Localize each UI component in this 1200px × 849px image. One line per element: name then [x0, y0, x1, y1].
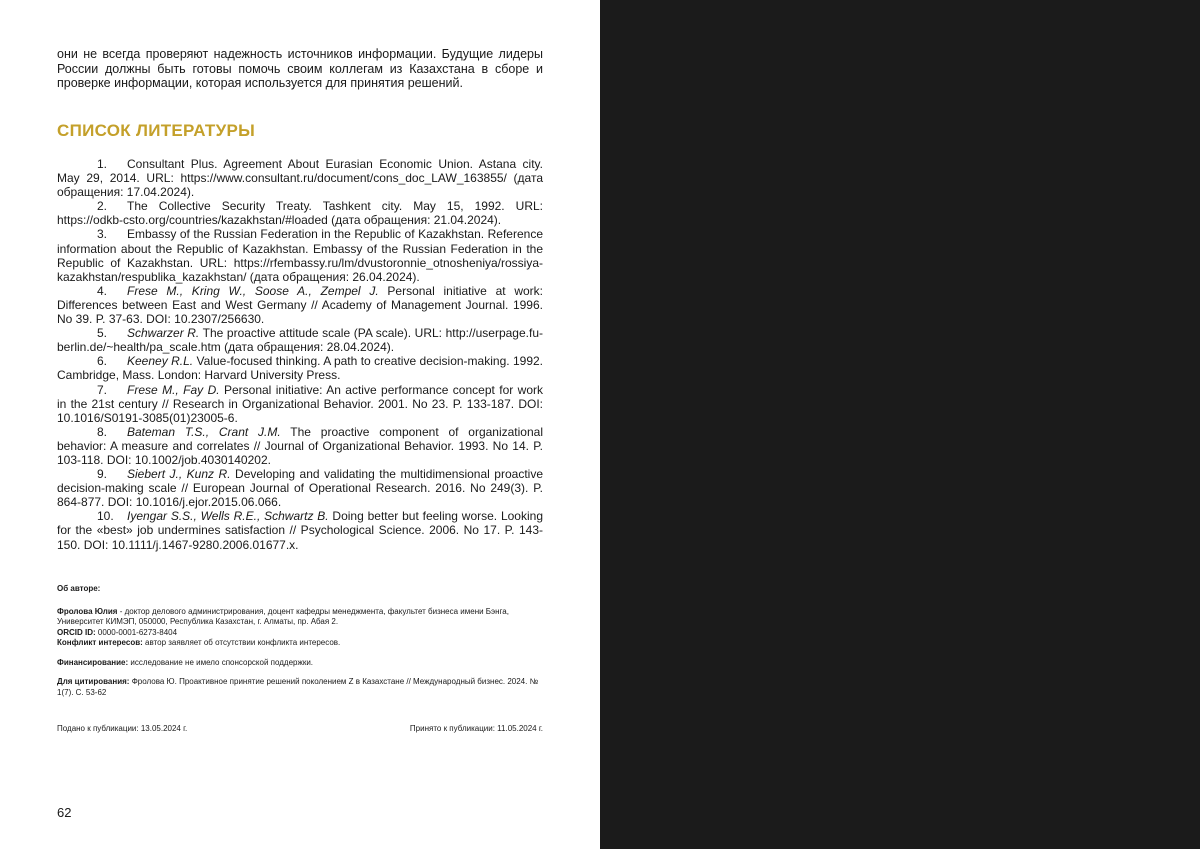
citation-value: Фролова Ю. Проактивное принятие решений поколением Z в Казахстане // Международный бизнес. 2024. № 1(7). С. 53-62: [57, 677, 538, 697]
conflict-value: автор заявляет об отсутствии конфликта интересов.: [143, 638, 340, 647]
reference-text: Personal initiative: An active performance concept for work in the 21st century // Research in Organizational Behavior. 2001. No 23. P. 133-187. DOI: 10.1016/S0191-3085(01)23005-6.: [57, 383, 543, 425]
reference-item: [57, 425, 543, 467]
references-list: [57, 157, 543, 552]
about-heading: Об авторе:: [57, 584, 100, 593]
reference-number: 8.: [97, 425, 127, 439]
reference-text: Developing and validating the multidimensional proactive decision-making scale // European Journal of Operational Research. 2016. No 249(3). P. 864-877. DOI: 10.1016/j.ejor.2015.06.066.: [57, 467, 543, 509]
accepted-date: Принято к публикации: 11.05.2024 г.: [410, 724, 543, 733]
page-number-left: 62: [57, 805, 71, 820]
conflict-line: [57, 638, 543, 649]
right-page: [600, 0, 1200, 849]
reference-number: 10.: [97, 509, 127, 523]
reference-text: The proactive attitude scale (PA scale). URL: http://userpage.fu-berlin.de/~health/pa_scale.htm (дата обращения: 28.04.2024).: [57, 326, 543, 354]
reference-authors: Schwarzer R.: [127, 326, 199, 340]
reference-text: Personal initiative at work: Differences between East and West Germany // Academy of Management Journal. 1996. No 39. P. 37-63. DOI: 10.2307/256630.: [57, 284, 543, 326]
reference-item: [57, 326, 543, 354]
orcid-value: 0000-0001-6273-8404: [96, 628, 177, 637]
author-description: - доктор делового администрирования, доцент кафедры менеджмента, факультет бизнеса имени Бэнга, Университет КИМЭП, 050000, Республика Казахстан, г. Алматы, пр. Абая 2.: [57, 607, 509, 627]
about-author-block: [57, 584, 543, 698]
reference-item: [57, 227, 543, 283]
reference-text: Doing better but feeling worse. Looking for the «best» job undermines satisfaction // Psychological Science. 2006. No 17. P. 143-150. DOI: 10.1111/j.1467-9280.2006.01677.x.: [57, 509, 543, 551]
reference-item: [57, 199, 543, 227]
citation-line: [57, 677, 543, 698]
reference-authors: Keeney R.L.: [127, 354, 193, 368]
reference-text: The Collective Security Treaty. Tashkent city. May 15, 1992. URL: https://odkb-csto.org/countries/kazakhstan/#loaded (дата обращения: 21.04.2024).: [57, 199, 543, 227]
author-info: [57, 607, 543, 628]
reference-authors: Siebert J., Kunz R.: [127, 467, 231, 481]
funding-value: исследование не имело спонсорской поддержки.: [128, 658, 313, 667]
reference-authors: Frese M., Fay D.: [127, 383, 220, 397]
reference-item: [57, 354, 543, 382]
reference-number: 1.: [97, 157, 127, 171]
intro-paragraph: они не всегда проверяют надежность источников информации. Будущие лидеры России должны быть готовы помочь своим коллегам из Казахстана в сборе и проверке информации, которая используется для принятия решений.: [57, 47, 543, 91]
reference-text: The proactive component of organizational behavior: A measure and correlates // Journal of Organizational Behavior. 1993. No 14. P. 103-118. DOI: 10.1002/job.4030140202.: [57, 425, 543, 467]
orcid-label: ORCID ID:: [57, 628, 96, 637]
reference-number: 9.: [97, 467, 127, 481]
reference-item: [57, 157, 543, 199]
citation-label: Для цитирования:: [57, 677, 129, 686]
funding-label: Финансирование:: [57, 658, 128, 667]
references-heading: СПИСОК ЛИТЕРАТУРЫ: [57, 121, 255, 141]
reference-item: [57, 467, 543, 509]
funding-line: [57, 658, 543, 669]
reference-number: 4.: [97, 284, 127, 298]
reference-text: Value-focused thinking. A path to creative decision-making. 1992. Cambridge, Mass. London: Harvard University Press.: [57, 354, 543, 382]
orcid-line: [57, 628, 543, 639]
submitted-date: Подано к публикации: 13.05.2024 г.: [57, 724, 187, 733]
reference-authors: Bateman T.S., Crant J.M.: [127, 425, 281, 439]
reference-number: 5.: [97, 326, 127, 340]
reference-number: 2.: [97, 199, 127, 213]
reference-text: Consultant Plus. Agreement About Eurasian Economic Union. Astana city. May 29, 2014. URL: https://www.consultant.ru/document/cons_doc_LAW_163855/ (дата обращения: 17.04.2024).: [57, 157, 543, 199]
conflict-label: Конфликт интересов:: [57, 638, 143, 647]
author-name: Фролова Юлия: [57, 607, 117, 616]
publication-dates: [57, 724, 543, 733]
reference-number: 6.: [97, 354, 127, 368]
reference-item: [57, 284, 543, 326]
reference-number: 3.: [97, 227, 127, 241]
reference-authors: Iyengar S.S., Wells R.E., Schwartz B.: [127, 509, 329, 523]
page-spread: [0, 0, 1200, 849]
reference-item: [57, 383, 543, 425]
reference-item: [57, 509, 543, 551]
reference-number: 7.: [97, 383, 127, 397]
left-page: [0, 0, 600, 849]
reference-text: Embassy of the Russian Federation in the Republic of Kazakhstan. Reference information about the Republic of Kazakhstan. Embassy of the Russian Federation in the Republic of Kazakhstan. URL: https://rfembassy.ru/lm/dvustoronnie_otnosheniya/rossiya-kazakhstan/respublika_kazakhstan/ (дата обращения: 26.04.2024).: [57, 227, 543, 283]
reference-authors: Frese M., Kring W., Soose A., Zempel J.: [127, 284, 379, 298]
